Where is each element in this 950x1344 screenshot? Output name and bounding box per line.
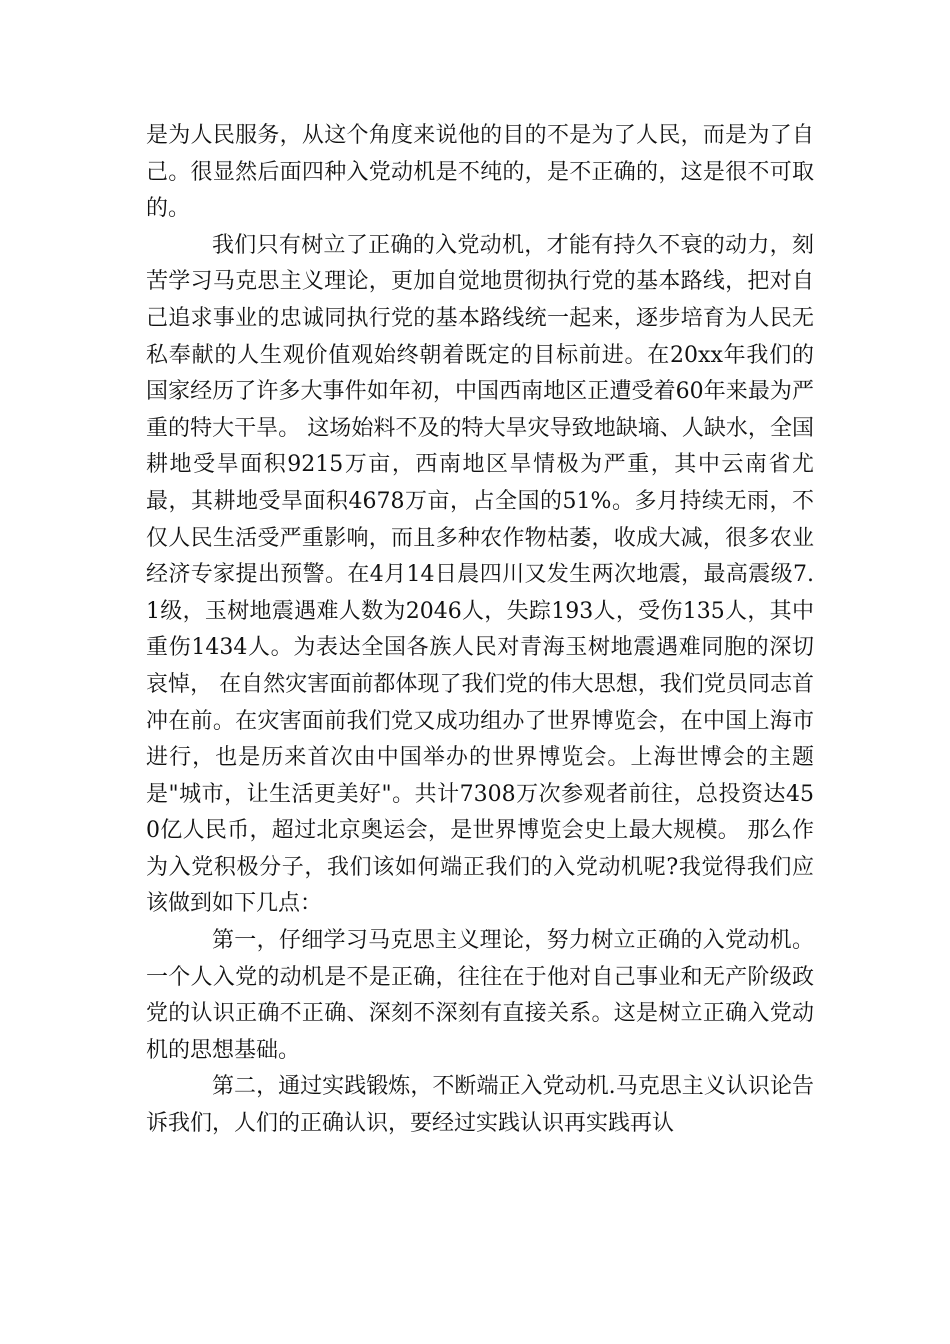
paragraph-3: 第一，仔细学习马克思主义理论，努力树立正确的入党动机。一个人入党的动机是不是正确，往往在于他对自己事业和无产阶级政党的认识正确不正确、深刻不深刻有直接关系。这是树立正确入党动机的思想基础。 [146,928,814,1063]
paragraph-2: 我们只有树立了正确的入党动机，才能有持久不衰的动力，刻苦学习马克思主义理论，更加自觉地贯彻执行党的基本路线，把对自己追求事业的忠诚同执行党的基本路线统一起来，逐步培育为人民无私奉献的人生观价值观始终朝着既定的目标前进。在20xx年我们的国家经历了许多大事件如年初，中国西南地区正遭受着60年来最为严重的特大干旱。 这场始料不及的特大旱灾导致地缺墒、人缺水，全国耕地受旱面积9215万亩，西南地区旱情极为严重，其中云南省尤最，其耕地受旱面积4678万亩，占全国的51%。多月持续无雨，不仅人民生活受严重影响，而且多种农作物枯萎，收成大减，很多农业经济专家提出预警。在4月14日晨四川又发生两次地震，最高震级7.1级，玉树地震遇难人数为2046人，失踪193人，受伤135人，其中重伤1434人。为表达全国各族人民对青海玉树地震遇难同胞的深切哀悼， 在自然灾害面前都体现了我们党的伟大思想，我们党员同志首冲在前。在灾害面前我们党又成功组办了世界博览会，在中国上海市进行，也是历来首次由中国举办的世界博览会。上海世博会的主题是"城市，让生活更美好"。共计7308万次参观者前往，总投资达450亿人民币，超过北京奥运会，是世界博览会史上最大规模。 那么作为入党积极分子，我们该如何端正我们的入党动机呢?我觉得我们应该做到如下几点： [146,232,814,917]
paragraph-1: 是为人民服务，从这个角度来说他的目的不是为了人民，而是为了自己。很显然后面四种入党动机是不纯的，是不正确的，这是很不可取的。 [146,123,814,222]
document-body [146,118,814,1143]
paragraph-4: 第二，通过实践锻炼，不断端正入党动机.马克思主义认识论告诉我们，人们的正确认识，要经过实践认识再实践再认 [146,1074,814,1137]
